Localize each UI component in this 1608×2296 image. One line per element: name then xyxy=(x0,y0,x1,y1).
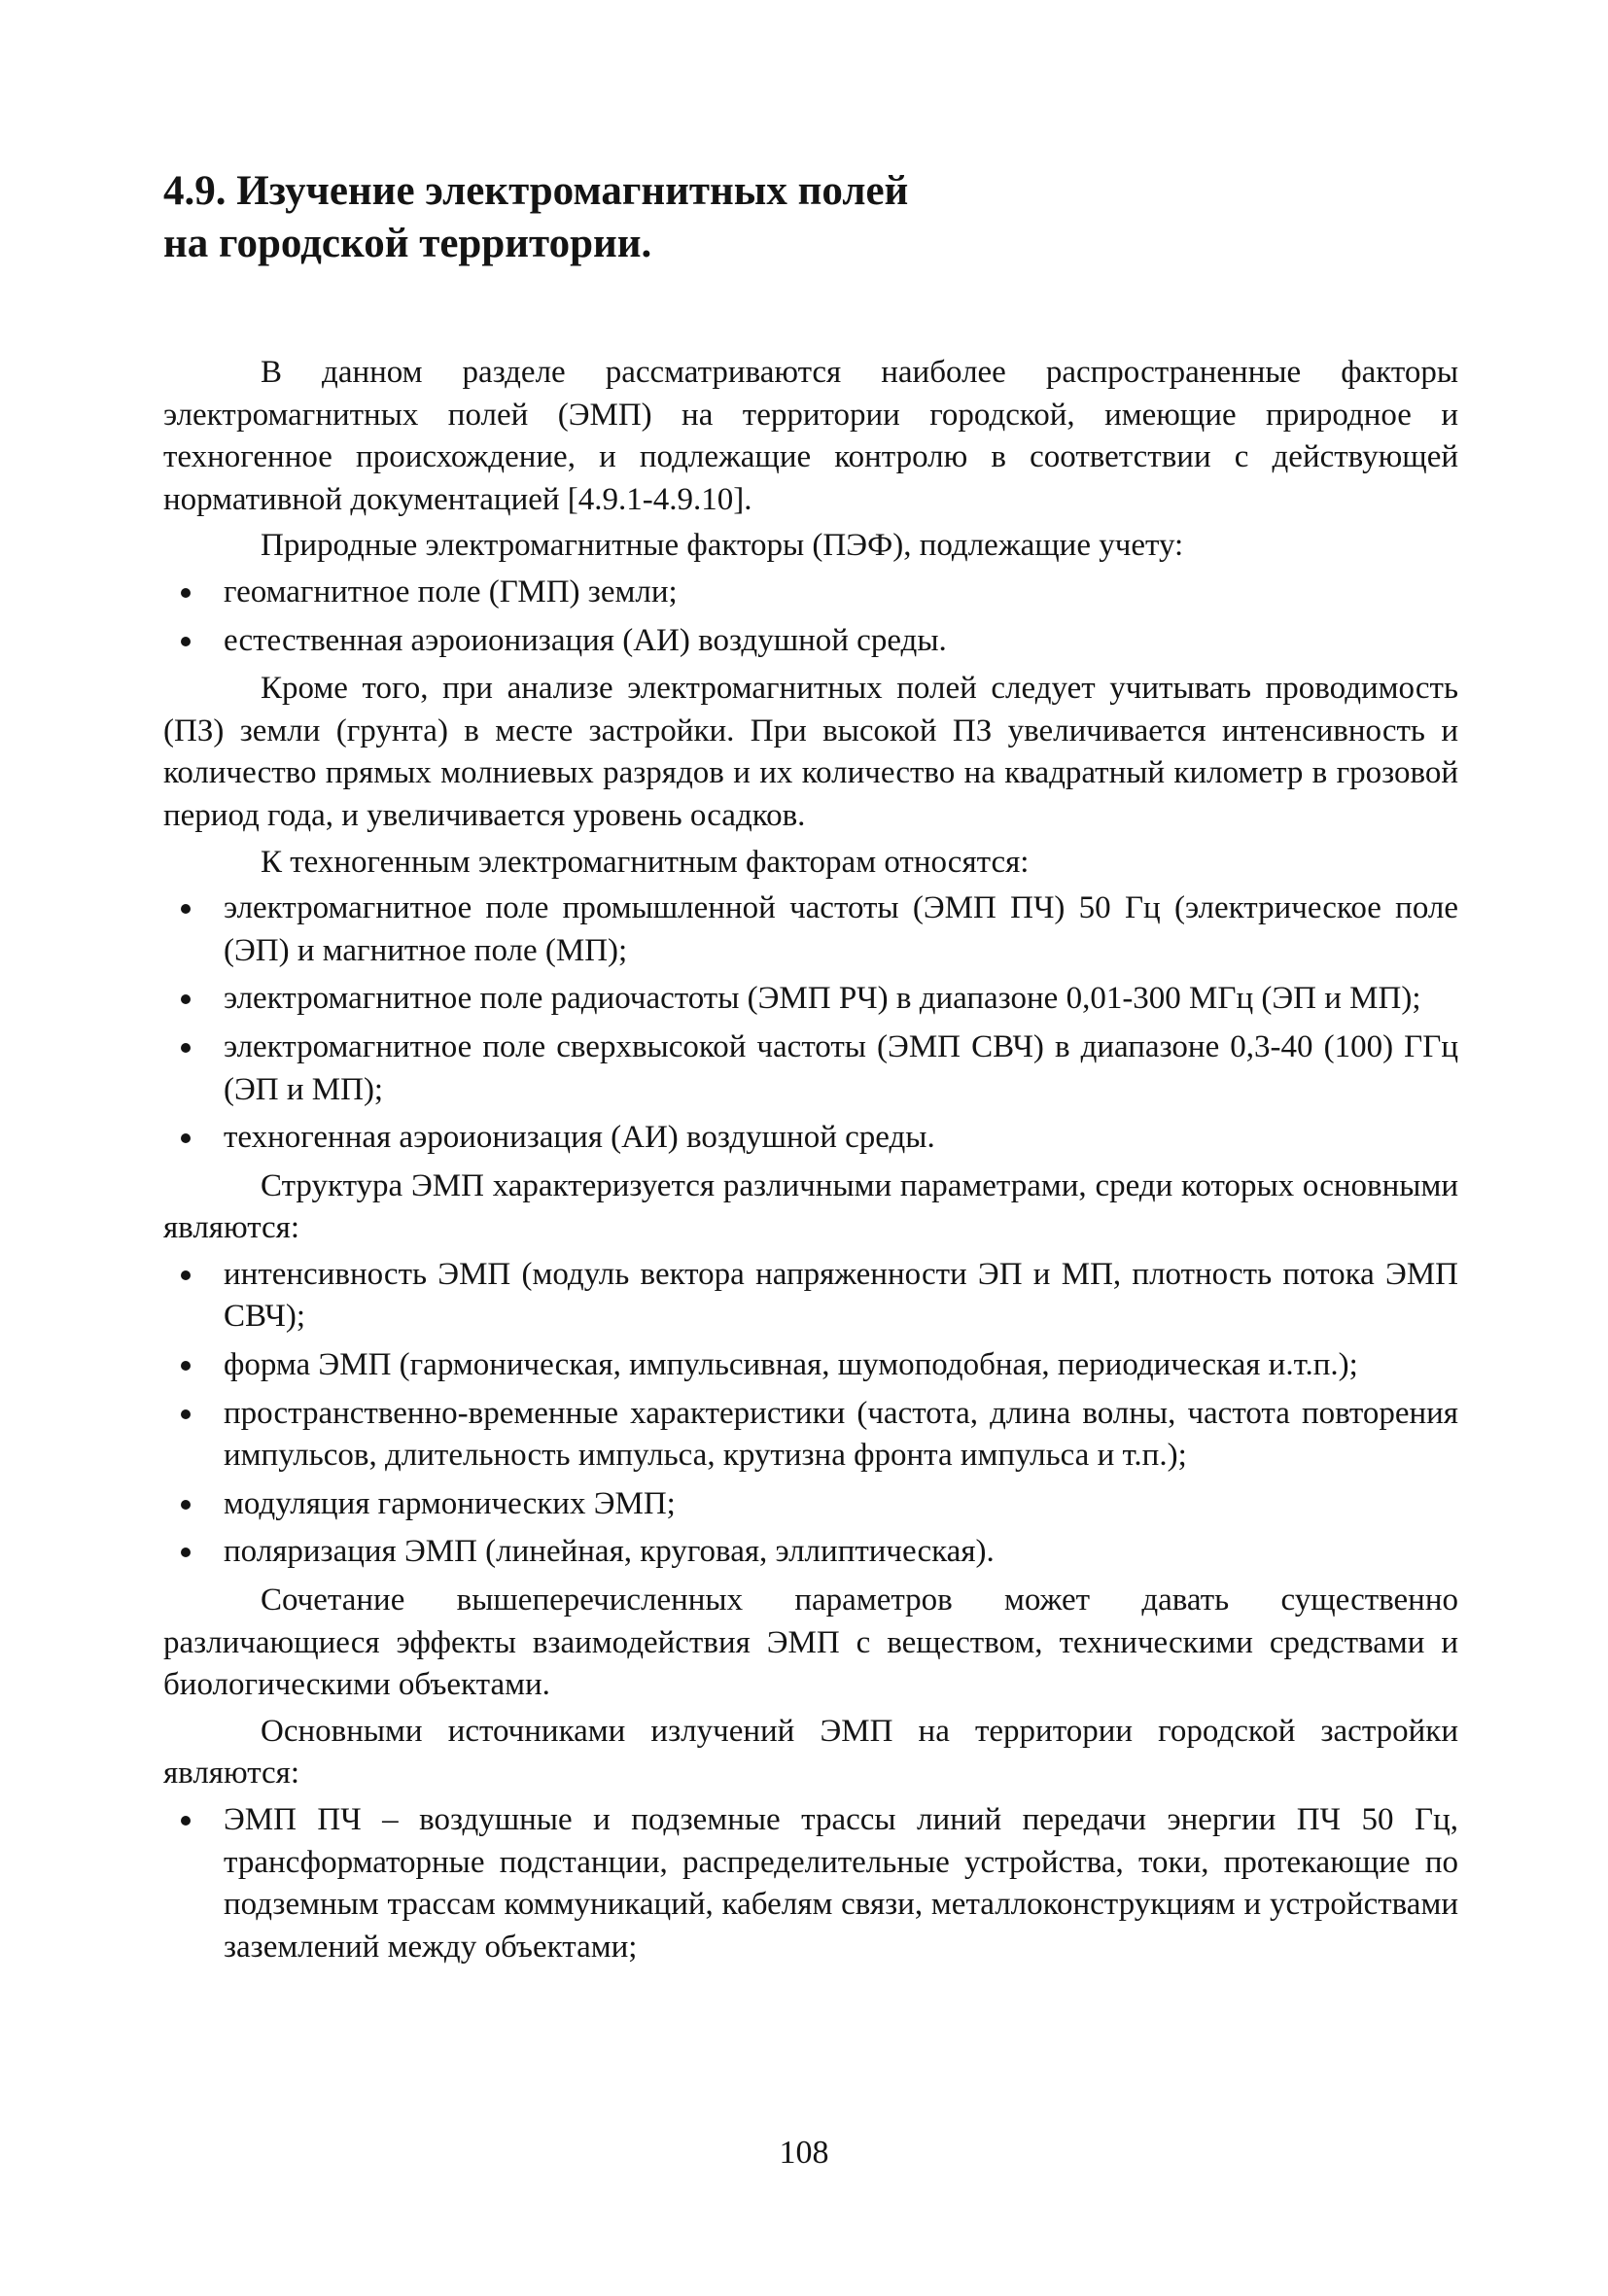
bullet-icon xyxy=(181,1409,191,1419)
list-item-text: пространственно-временные характеристики (частота, длина волны, частота повторения импульсов, длительность импульса, крутизна фронта импульса и т.п.); xyxy=(224,1395,1458,1474)
conductivity-paragraph: Кроме того, при анализе электромагнитных полей следует учитывать проводимость (ПЗ) земли (грунта) в месте застройки. При высокой ПЗ увеличивается интенсивность и количество прямых молниевых разрядов и их количество на квадратный километр в грозовой период года, и увеличивается уровень осадков. xyxy=(163,671,1458,833)
intro-paragraph: В данном разделе рассматриваются наиболее распространенные факторы электромагнитных полей (ЭМП) на территории городской, имеющие природное и техногенное происхождение, и подлежащие контролю в соответствии с действующей нормативной документацией [4.9.1-4.9.10]. xyxy=(163,355,1458,517)
list-item xyxy=(163,1483,1458,1526)
list-item xyxy=(163,1393,1458,1478)
section-title-line-1: 4.9. Изучение электромагнитных полей xyxy=(163,168,909,214)
list-item-text: форма ЭМП (гармоническая, импульсивная, шумоподобная, периодическая и.т.п.); xyxy=(224,1347,1358,1383)
list-item xyxy=(163,1117,1458,1160)
section-title-line-2: на городской территории. xyxy=(163,221,652,266)
list-item xyxy=(163,887,1458,972)
bullet-icon xyxy=(181,588,191,598)
technogenic-factors-list xyxy=(163,887,1458,1160)
natural-factors-intro: Природные электромагнитные факторы (ПЭФ), подлежащие учету: xyxy=(261,528,1184,564)
bullet-icon xyxy=(181,1816,191,1826)
structure-params-list xyxy=(163,1254,1458,1574)
section-title xyxy=(163,165,1458,270)
list-item xyxy=(163,620,1458,663)
list-item-text: поляризация ЭМП (линейная, круговая, эллиптическая). xyxy=(224,1534,995,1570)
bullet-icon xyxy=(181,1500,191,1510)
natural-factors-list xyxy=(163,572,1458,662)
list-item xyxy=(163,1344,1458,1387)
bullet-icon xyxy=(181,994,191,1004)
structure-intro: Структура ЭМП характеризуется различными параметрами, среди которых основными являются: xyxy=(163,1167,1458,1246)
page-number: 108 xyxy=(779,2135,829,2171)
list-item xyxy=(163,1799,1458,1968)
list-item-text: естественная аэроионизация (АИ) воздушной среды. xyxy=(224,622,947,658)
list-item-text: модуляция гармонических ЭМП; xyxy=(224,1485,676,1521)
bullet-icon xyxy=(181,637,191,646)
list-item xyxy=(163,978,1458,1021)
bullet-icon xyxy=(181,1270,191,1280)
page-content xyxy=(163,165,1458,1974)
bullet-icon xyxy=(181,1133,191,1143)
list-item xyxy=(163,1531,1458,1574)
list-item xyxy=(163,572,1458,614)
list-item-text: интенсивность ЭМП (модуль вектора напряженности ЭП и МП, плотность потока ЭМП СВЧ); xyxy=(224,1256,1458,1335)
list-item xyxy=(163,1026,1458,1111)
list-item xyxy=(163,1254,1458,1339)
list-item-text: техногенная аэроионизация (АИ) воздушной среды. xyxy=(224,1120,935,1156)
sources-list xyxy=(163,1799,1458,1968)
list-item-text: электромагнитное поле радиочастоты (ЭМП РЧ) в диапазоне 0,01-300 МГц (ЭП и МП); xyxy=(224,981,1421,1017)
sources-intro: Основными источниками излучений ЭМП на территории городской застройки являются: xyxy=(163,1713,1458,1792)
list-item-text: геомагнитное поле (ГМП) земли; xyxy=(224,574,678,609)
bullet-icon xyxy=(181,1043,191,1053)
bullet-icon xyxy=(181,1548,191,1557)
list-item-text: ЭМП ПЧ – воздушные и подземные трассы линий передачи энергии ПЧ 50 Гц, трансформаторные подстанции, распределительные устройства, токи, протекающие по подземным трассам коммуникаций, кабелям связи, металлоконструкциям и устройствами заземлений между объектами; xyxy=(224,1802,1458,1965)
bullet-icon xyxy=(181,1361,191,1371)
combination-paragraph: Сочетание вышеперечисленных параметров может давать существенно различающиеся эффекты взаимодействия ЭМП с веществом, техническими средствами и биологическими объектами. xyxy=(163,1583,1458,1703)
list-item-text: электромагнитное поле промышленной частоты (ЭМП ПЧ) 50 Гц (электрическое поле (ЭП) и магнитное поле (МП); xyxy=(224,890,1458,968)
list-item-text: электромагнитное поле сверхвысокой частоты (ЭМП СВЧ) в диапазоне 0,3-40 (100) ГГц (ЭП и МП); xyxy=(224,1028,1458,1107)
bullet-icon xyxy=(181,904,191,914)
technogenic-factors-intro: К техногенным электромагнитным факторам относятся: xyxy=(261,844,1030,880)
